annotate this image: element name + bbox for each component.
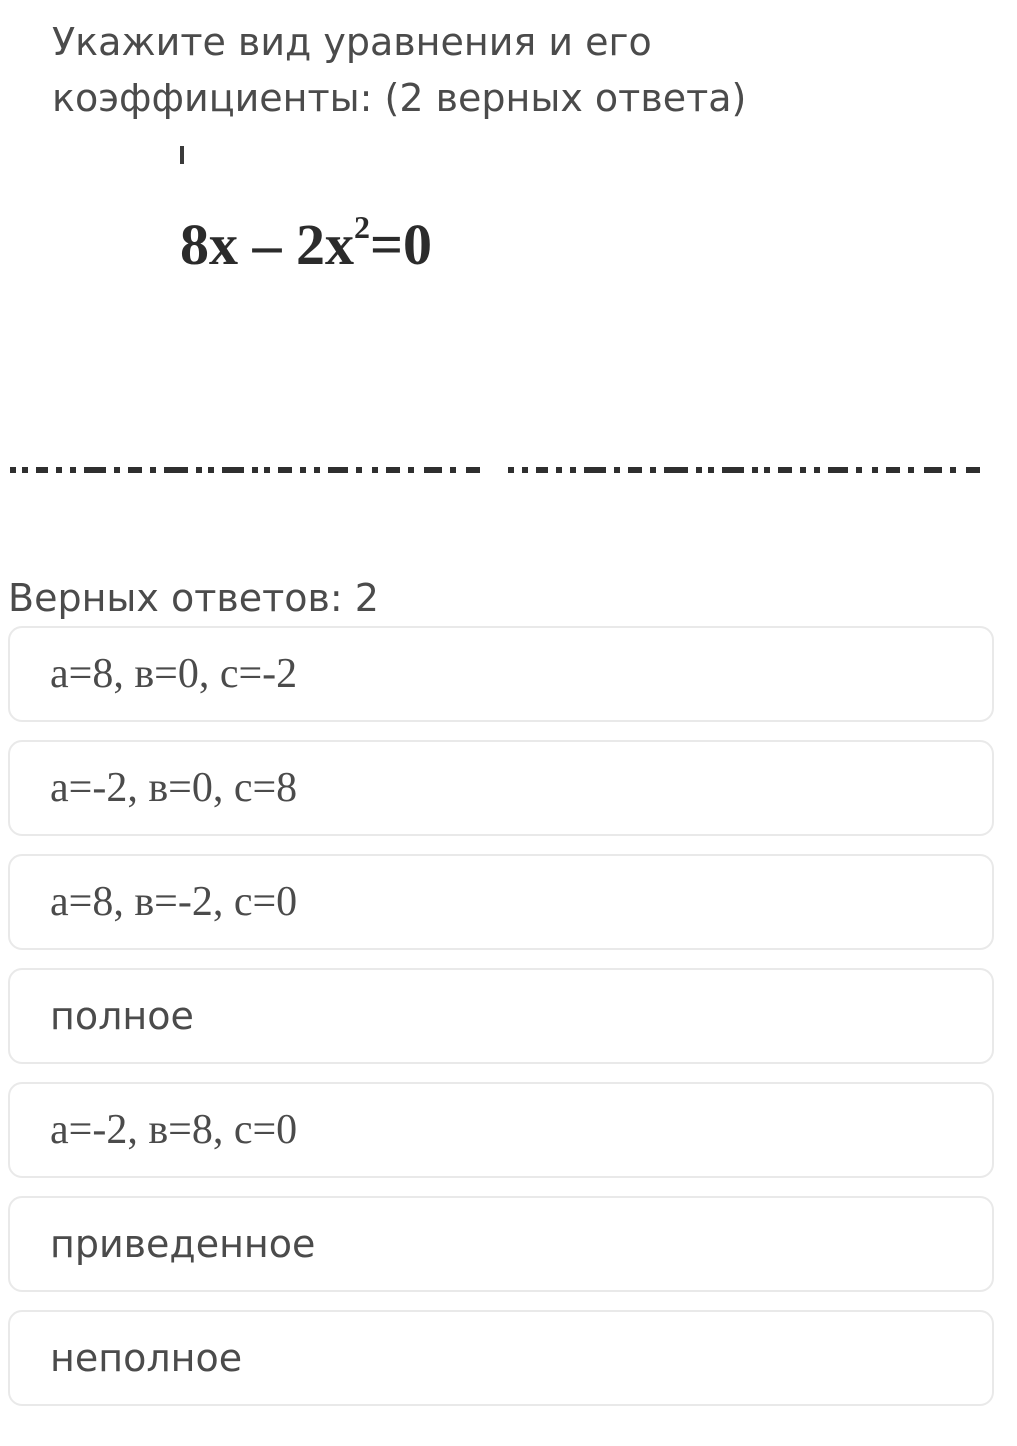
answer-option-label: полное — [50, 994, 194, 1038]
equation-left: 8x – 2x — [180, 212, 354, 277]
equation-image — [180, 210, 432, 280]
answer-option-label: приведенное — [50, 1222, 316, 1266]
equation-exponent: 2 — [354, 209, 370, 245]
answer-option[interactable] — [8, 626, 994, 722]
answer-option-label: а=-2, в=8, с=0 — [50, 1107, 298, 1153]
text-cursor-mark — [180, 146, 184, 164]
dashed-divider — [10, 463, 990, 477]
answer-option[interactable] — [8, 968, 994, 1064]
answer-option[interactable] — [8, 1082, 994, 1178]
answer-option[interactable] — [8, 1196, 994, 1292]
equation-right: =0 — [370, 212, 433, 277]
question-line-1: Укажите вид уравнения и его — [52, 20, 652, 64]
question-line-2: коэффициенты: (2 верных ответа) — [52, 76, 747, 120]
answer-option-label: неполное — [50, 1336, 243, 1380]
answer-option[interactable] — [8, 1310, 994, 1406]
answer-options-list — [8, 626, 994, 1424]
answer-option-label: а=8, в=0, с=-2 — [50, 651, 298, 697]
correct-answers-count: Верных ответов: 2 — [8, 576, 379, 620]
answer-option-label: а=8, в=-2, с=0 — [50, 879, 298, 925]
answer-option-label: а=-2, в=0, с=8 — [50, 765, 298, 811]
question-text — [52, 14, 952, 126]
answer-option[interactable] — [8, 854, 994, 950]
answer-option[interactable] — [8, 740, 994, 836]
